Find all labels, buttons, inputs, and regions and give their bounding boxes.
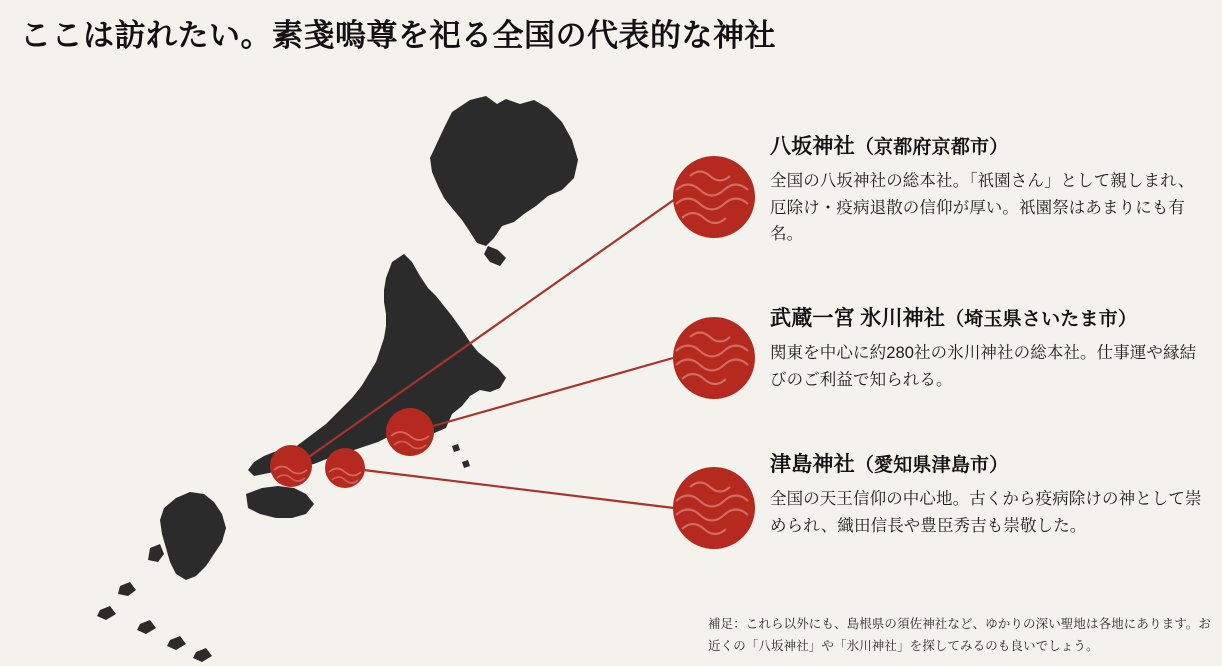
region-shikoku xyxy=(246,486,314,518)
region-kyushu xyxy=(148,492,226,580)
page-title: ここは訪れたい。素戔嗚尊を祀る全国の代表的な神社 xyxy=(20,18,776,53)
shrine-heading xyxy=(770,302,1210,332)
shrine-description: 関東を中心に約280社の氷川神社の総本社。仕事運や縁結びのご利益で知られる。 xyxy=(770,344,1197,389)
region-hokkaido xyxy=(430,96,578,266)
region-islands xyxy=(97,582,212,662)
seal-icon-yasaka[interactable] xyxy=(673,156,755,238)
shrine-description: 全国の八坂神社の総本社。「祇園さん」として親しまれ、厄除け・疫病退散の信仰が厚い。祇園祭はあまりにも有名。 xyxy=(770,172,1195,244)
shrine-heading xyxy=(770,448,1210,478)
shrine-name: 武蔵一宮 氷川神社 xyxy=(770,306,946,330)
connector-line-tsushima xyxy=(347,468,674,508)
shrine-name: 八坂神社 xyxy=(770,134,855,158)
seal-icon-tsushima[interactable] xyxy=(673,467,755,549)
shrine-description: 全国の天王信仰の中心地。古くから疫病除けの神として崇められ、織田信長や豊臣秀吉も崇敬した。 xyxy=(770,490,1202,535)
region-izu-islands xyxy=(452,444,470,468)
shrine-name: 津島神社 xyxy=(770,452,855,476)
shrine-location: （京都府京都市） xyxy=(854,137,1009,158)
seal-icon-hikawa[interactable] xyxy=(673,317,755,399)
footnote: 補足：これら以外にも、島根県の須佐神社など、ゆかりの深い聖地は各地にあります。お近くの「八坂神社」や「氷川神社」を探してみるのも良いでしょう。 xyxy=(708,617,1212,653)
map-marker-hikawa[interactable] xyxy=(386,408,434,456)
shrine-location: （埼玉県さいたま市） xyxy=(945,309,1138,330)
list-item xyxy=(770,448,1210,539)
map-marker-yasaka[interactable] xyxy=(270,445,312,487)
shrine-heading xyxy=(770,130,1210,160)
shrine-location: （愛知県津島市） xyxy=(854,455,1009,476)
list-item xyxy=(770,130,1210,248)
region-honshu xyxy=(248,254,506,476)
map-marker-tsushima[interactable] xyxy=(325,448,365,488)
list-item xyxy=(770,302,1210,393)
